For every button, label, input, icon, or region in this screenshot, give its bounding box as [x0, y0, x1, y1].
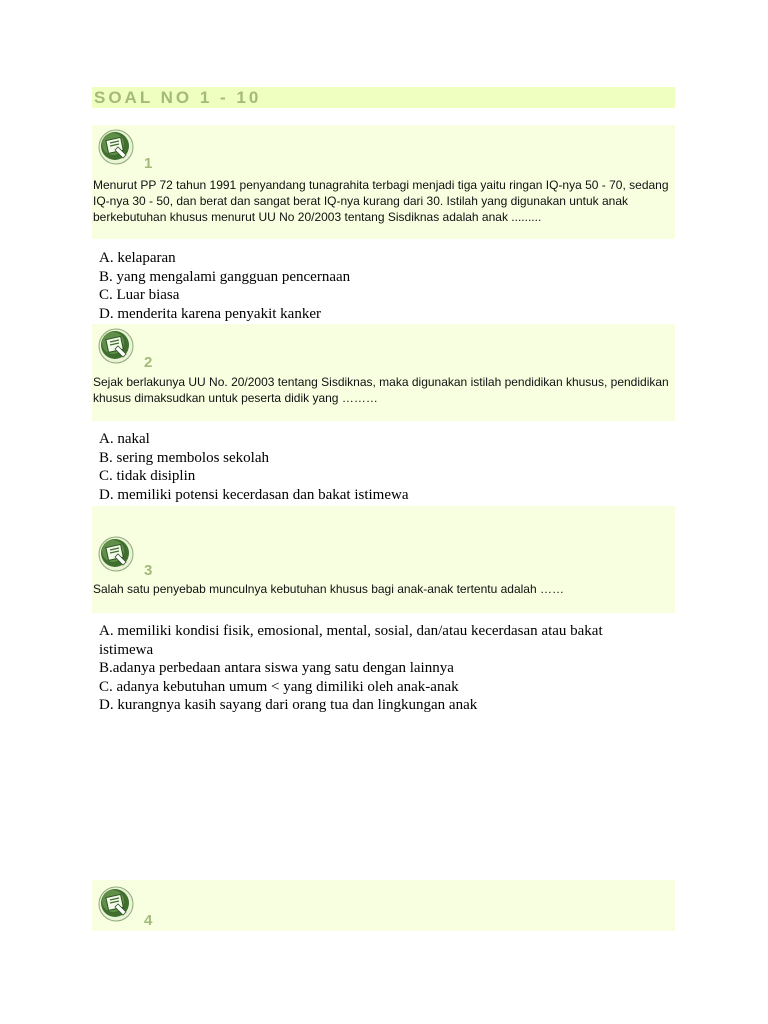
section-title-bar	[92, 87, 675, 108]
option-a[interactable]: A. nakal	[99, 431, 150, 447]
quiz-icon	[98, 328, 134, 364]
question-4-card	[92, 880, 675, 931]
option-d[interactable]: D. memiliki potensi kecerdasan dan bakat istimewa	[99, 486, 409, 503]
option-a[interactable]: A. kelaparan	[99, 250, 176, 266]
question-text: Sejak berlakunya UU No. 20/2003 tentang Sisdiknas, maka digunakan istilah pendidikan khusus, pendidikan khusus dimaksudkan untuk peserta didik yang ………	[93, 375, 669, 405]
option-c[interactable]: C. Luar biasa	[99, 287, 180, 303]
question-number: 2	[144, 354, 153, 371]
question-1-card	[92, 125, 675, 239]
option-c[interactable]: C. adanya kebutuhan umum < yang dimiliki oleh anak-anak	[99, 678, 459, 695]
option-b[interactable]: B.adanya perbedaan antara siswa yang satu dengan lainnya	[99, 660, 454, 676]
section-title: SOAL NO 1 - 10	[94, 88, 262, 107]
option-c[interactable]: C. tidak disiplin	[99, 468, 196, 484]
quiz-icon	[98, 886, 134, 922]
option-b[interactable]: B. yang mengalami gangguan pencernaan	[99, 268, 351, 285]
question-number: 1	[144, 155, 153, 172]
question-number: 4	[144, 912, 153, 929]
option-b[interactable]: B. sering membolos sekolah	[99, 449, 269, 466]
option-d[interactable]: D. menderita karena penyakit kanker	[99, 305, 321, 322]
question-2-card	[92, 324, 675, 421]
option-d[interactable]: D. kurangnya kasih sayang dari orang tua dan lingkungan anak	[99, 697, 478, 713]
quiz-icon	[98, 536, 134, 572]
question-1-options	[99, 249, 659, 323]
question-3-options	[99, 622, 659, 715]
question-number: 3	[144, 562, 153, 579]
question-text: Menurut PP 72 tahun 1991 penyandang tunagrahita terbagi menjadi tiga yaitu ringan IQ-nya 50 - 70, sedang IQ-nya 30 - 50, dan berat dan sangat berat IQ-nya kurang dari 30. Istilah yang digunakan untuk anak berkebutuhan khusus menurut UU No 20/2003 tentang Sisdiknas adalah anak .........	[93, 178, 669, 224]
question-3-card	[92, 506, 675, 613]
option-a[interactable]: A. memiliki kondisi fisik, emosional, mental, sosial, dan/atau kecerdasan atau bakat istimewa	[99, 623, 603, 658]
quiz-icon	[98, 129, 134, 165]
question-2-options	[99, 430, 659, 504]
question-text: Salah satu penyebab munculnya kebutuhan khusus bagi anak-anak tertentu adalah ……	[93, 582, 564, 596]
